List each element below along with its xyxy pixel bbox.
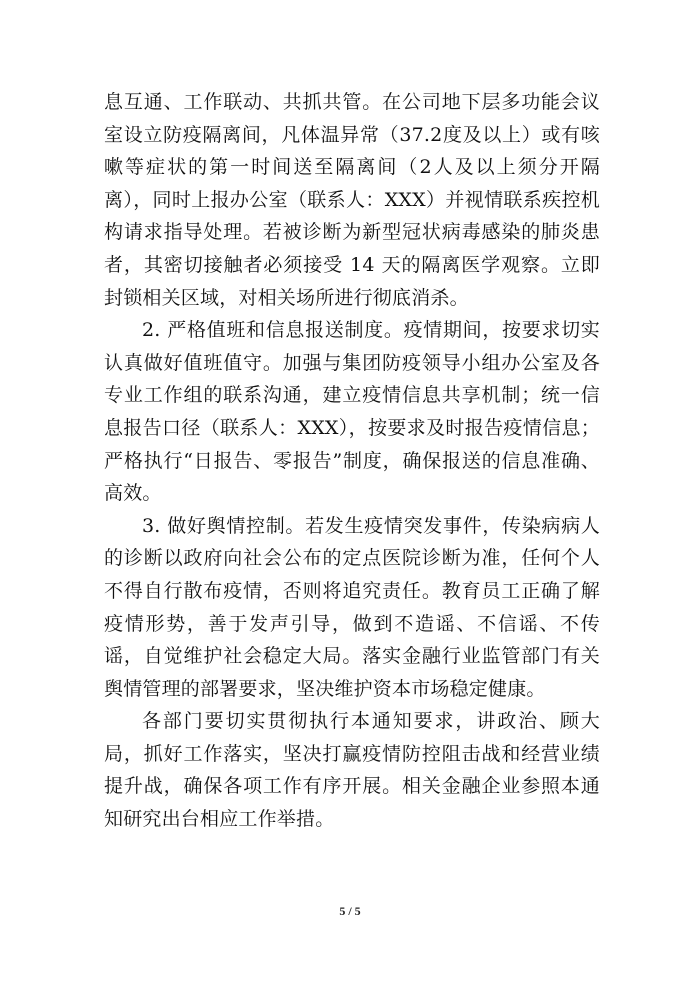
page-number: 5 / 5 [339,904,361,918]
paragraph-duty-reporting: 2. 严格值班和信息报送制度。疫情期间，按要求切实认真做好值班值守。加强与集团防疫领导小组办公室及各专业工作组的联系沟通，建立疫情信息共享机制；统一信息报告口径（联系人：XXX），按要求及时报告疫情信息；严格执行“日报告、零报告”制度，确保报送的信息准确、高效。 [104,319,600,505]
paragraph-public-opinion: 3. 做好舆情控制。若发生疫情突发事件，传染病病人的诊断以政府向社会公布的定点医院诊断为准，任何个人不得自行散布疫情，否则将追究责任。教育员工正确了解疫情形势，善于发声引导，做到不造谣、不信谣、不传谣，自觉维护社会稳定大局。落实金融行业监管部门有关舆情管理的部署要求，坚决维护资本市场稳定健康。 [104,514,600,700]
paragraph-closing: 各部门要切实贯彻执行本通知要求，讲政治、顾大局，抓好工作落实，坚决打赢疫情防控阻击战和经营业绩提升战，确保各项工作有序开展。相关金融企业参照本通知研究出台相应工作举措。 [104,710,600,831]
paragraph-continuation: 息互通、工作联动、共抓共管。在公司地下层多功能会议室设立防疫隔离间，凡体温异常（37.2度及以上）或有咳嗽等症状的第一时间送至隔离间（2人及以上须分开隔离），同时上报办公室（联系人：XXX）并视情联系疾控机构请求指导处理。若被诊断为新型冠状病毒感染的肺炎患者，其密切接触者必须接受 14 天的隔离医学观察。立即封锁相关区域，对相关场所进行彻底消杀。 [104,91,600,309]
document-body [104,86,600,836]
